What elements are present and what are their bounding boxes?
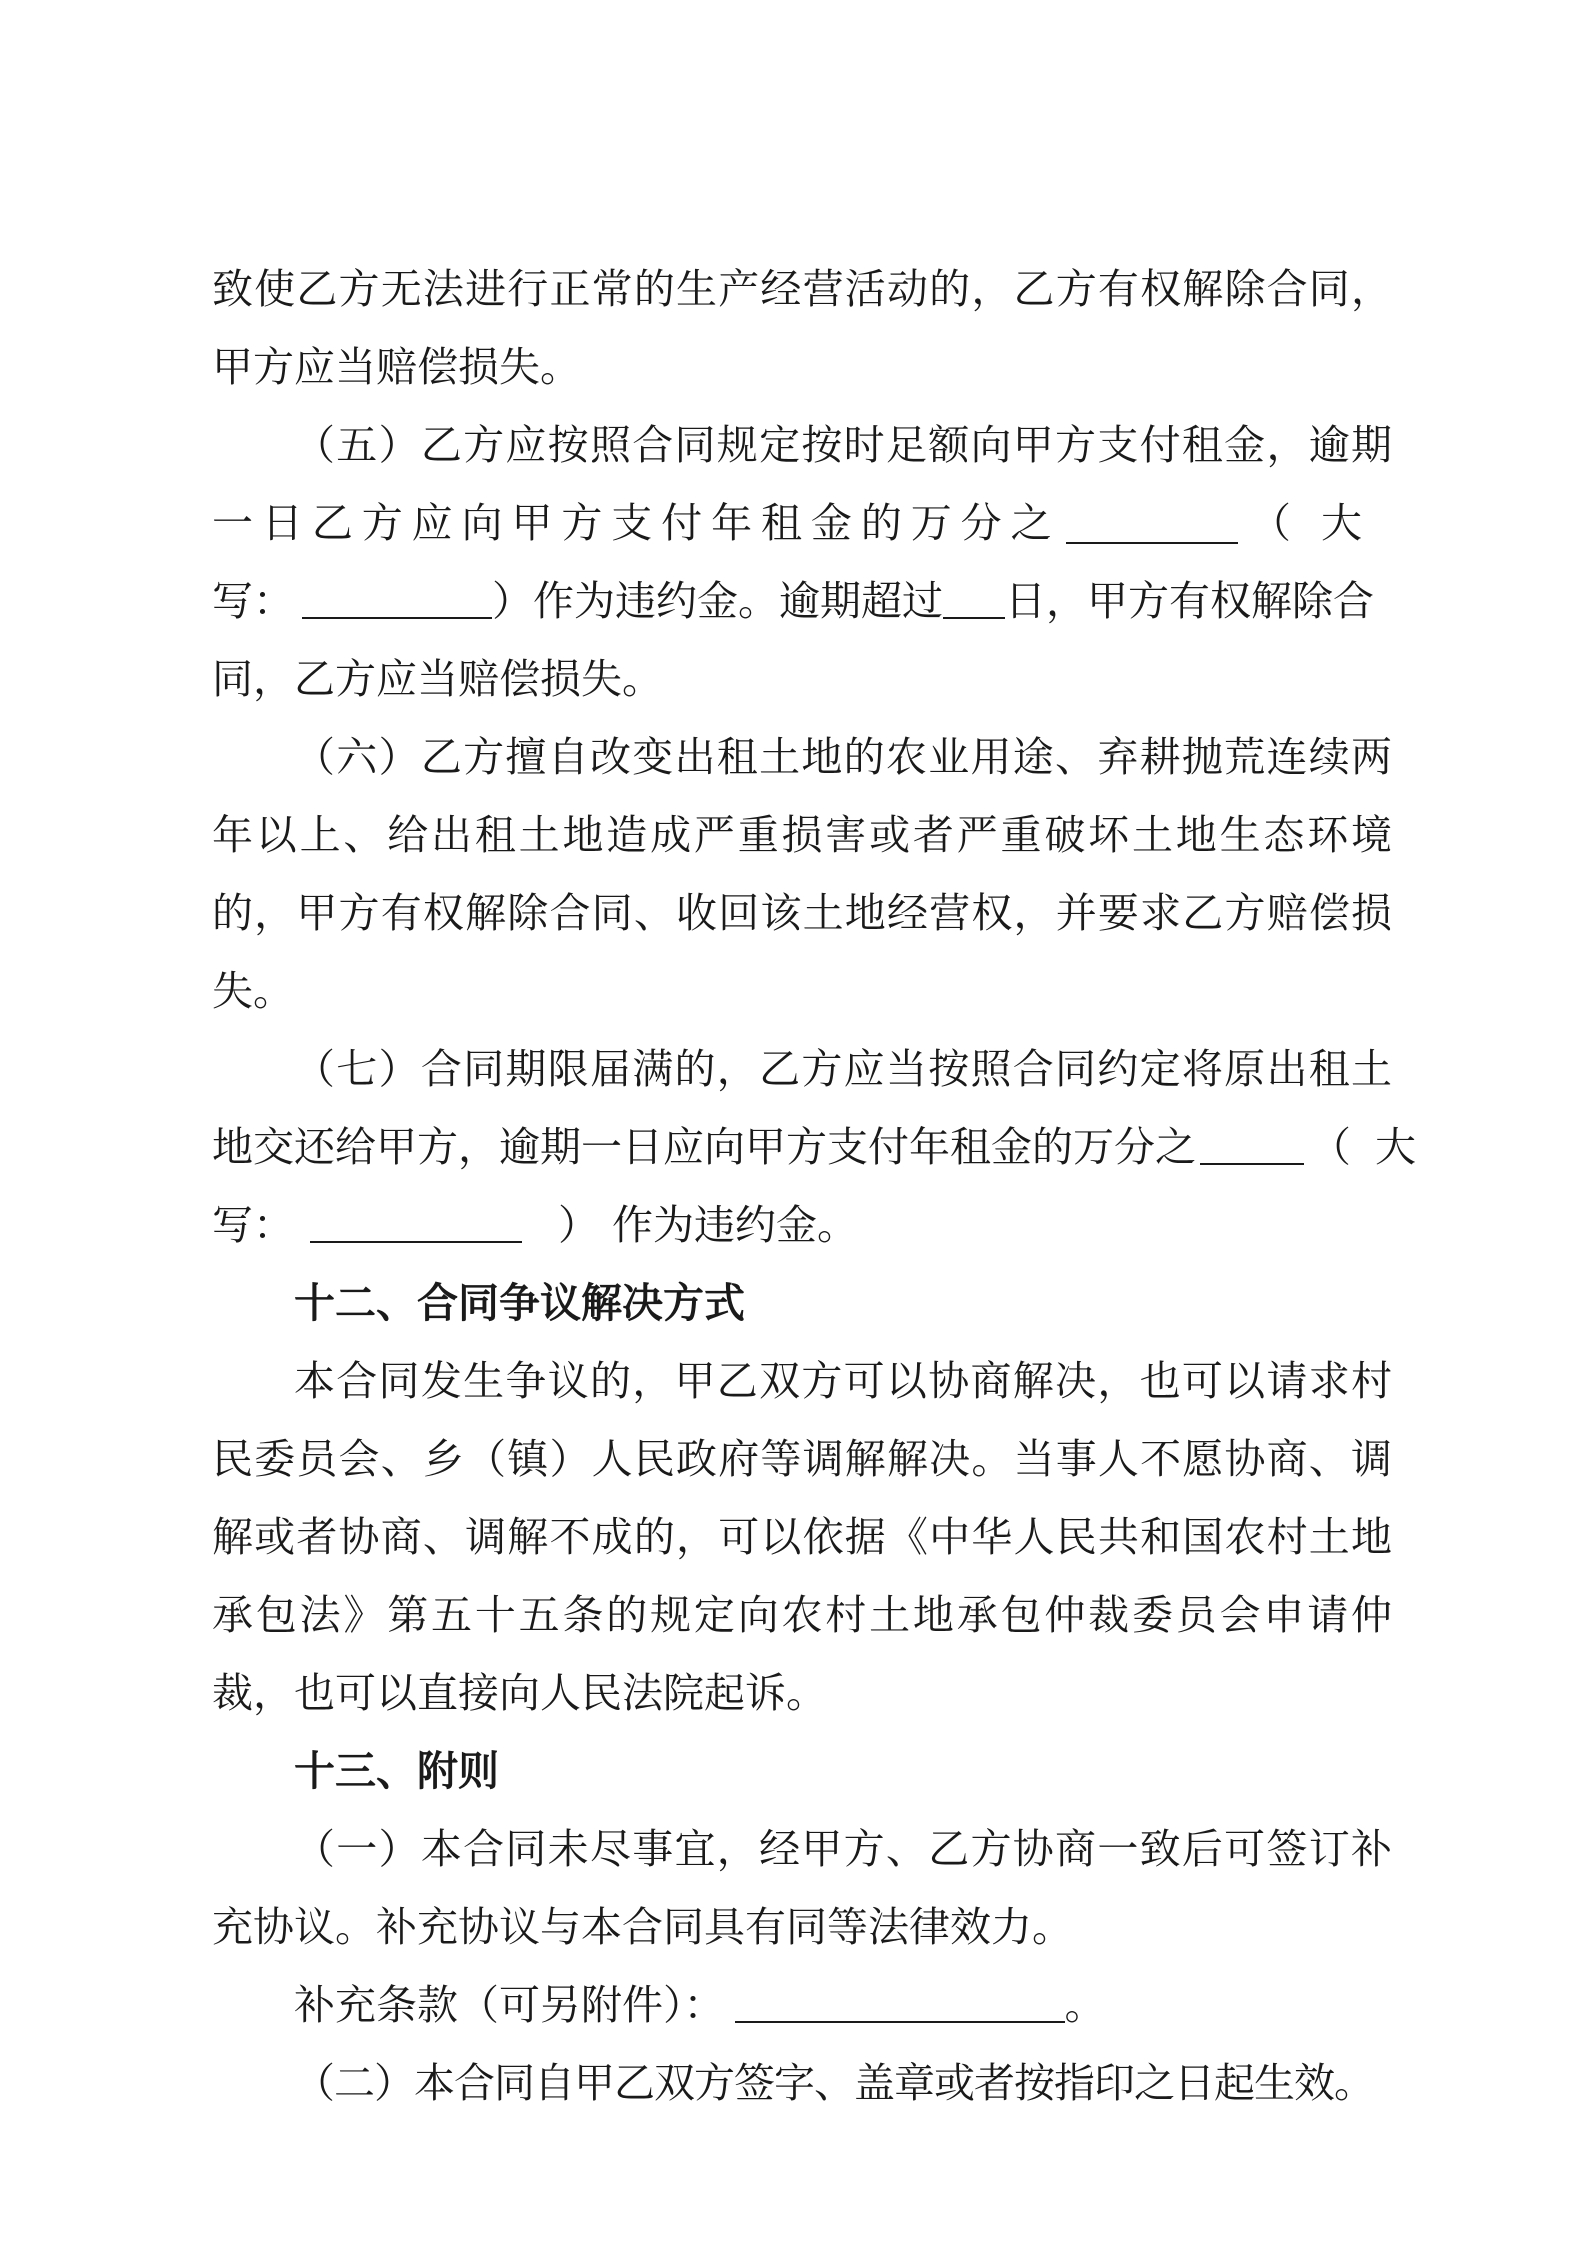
- clause-6-line: 年以上、给出租土地造成严重损害或者严重破坏土地生态环境: [212, 811, 1392, 859]
- section-12-line: 本合同发生争议的，甲乙双方可以协商解决，也可以请求村: [294, 1357, 1392, 1405]
- section-12-line: 解或者协商、调解不成的，可以依据《中华人民共和国农村土地: [212, 1513, 1392, 1561]
- blank-field: [735, 1981, 1065, 2023]
- section-12-line: 承包法》第五十五条的规定向农村土地承包仲裁委员会申请仲: [212, 1591, 1392, 1639]
- clause-5-text: ）作为违约金。逾期超过: [492, 577, 943, 625]
- blank-field: [1066, 502, 1238, 544]
- clause-7-text: 地交还给甲方，逾期一日应向甲方支付年租金的万分之: [212, 1123, 1196, 1171]
- section-13-line: （二）本合同自甲乙双方签字、盖章或者按指印之日起生效。: [294, 2059, 1374, 2107]
- blank-field: [302, 577, 492, 619]
- clause-6-line: 失。: [212, 967, 294, 1015]
- clause-5-line: [212, 570, 1392, 632]
- blank-field: [310, 1201, 522, 1243]
- blank-field: [943, 577, 1005, 619]
- section-13-line: 充协议。补充协议与本合同具有同等法律效力。: [212, 1903, 1073, 1951]
- clause-5-text: 一日乙方应向甲方支付年租金的万分之: [212, 499, 1052, 547]
- clause-7-text: ） 作为违约金。: [558, 1201, 859, 1249]
- supplementary-terms-line: [294, 1974, 1392, 2036]
- clause-5-line: 同，乙方应当赔偿损失。: [212, 655, 663, 703]
- clause-7-text: 写：: [212, 1201, 294, 1249]
- section-12-heading: 十二、合同争议解决方式: [294, 1279, 745, 1327]
- section-12-line: 民委员会、乡（镇）人民政府等调解解决。当事人不愿协商、调: [212, 1435, 1392, 1483]
- section-12-line: 裁，也可以直接向人民法院起诉。: [212, 1669, 827, 1717]
- clause-5-text: 写：: [212, 577, 294, 625]
- clause-5-text: （大: [1250, 499, 1392, 547]
- clause-5-line: [212, 492, 1392, 554]
- clause-7-text: （大: [1310, 1123, 1440, 1171]
- section-13-heading: 十三、附则: [294, 1747, 499, 1795]
- paragraph-line: 甲方应当赔偿损失。: [212, 343, 581, 391]
- paragraph-line: 致使乙方无法进行正常的生产经营活动的，乙方有权解除合同，: [212, 265, 1392, 313]
- clause-6-line: （六）乙方擅自改变出租土地的农业用途、弃耕抛荒连续两: [294, 733, 1392, 781]
- clause-7-line: （七）合同期限届满的，乙方应当按照合同约定将原出租土: [294, 1045, 1392, 1093]
- section-13-line: （一）本合同未尽事宜，经甲方、乙方协商一致后可签订补: [294, 1825, 1392, 1873]
- supplementary-terms-label: 补充条款（可另附件）：: [294, 1981, 725, 2029]
- clause-7-line: [212, 1194, 1392, 1256]
- supplementary-terms-end: 。: [1064, 1981, 1106, 2029]
- clause-7-line: [212, 1116, 1440, 1178]
- clause-5-line: （五）乙方应按照合同规定按时足额向甲方支付租金，逾期: [294, 421, 1392, 469]
- blank-field: [1200, 1123, 1304, 1165]
- clause-6-line: 的，甲方有权解除合同、收回该土地经营权，并要求乙方赔偿损: [212, 889, 1392, 937]
- clause-5-text: 日，甲方有权解除合: [1005, 577, 1374, 625]
